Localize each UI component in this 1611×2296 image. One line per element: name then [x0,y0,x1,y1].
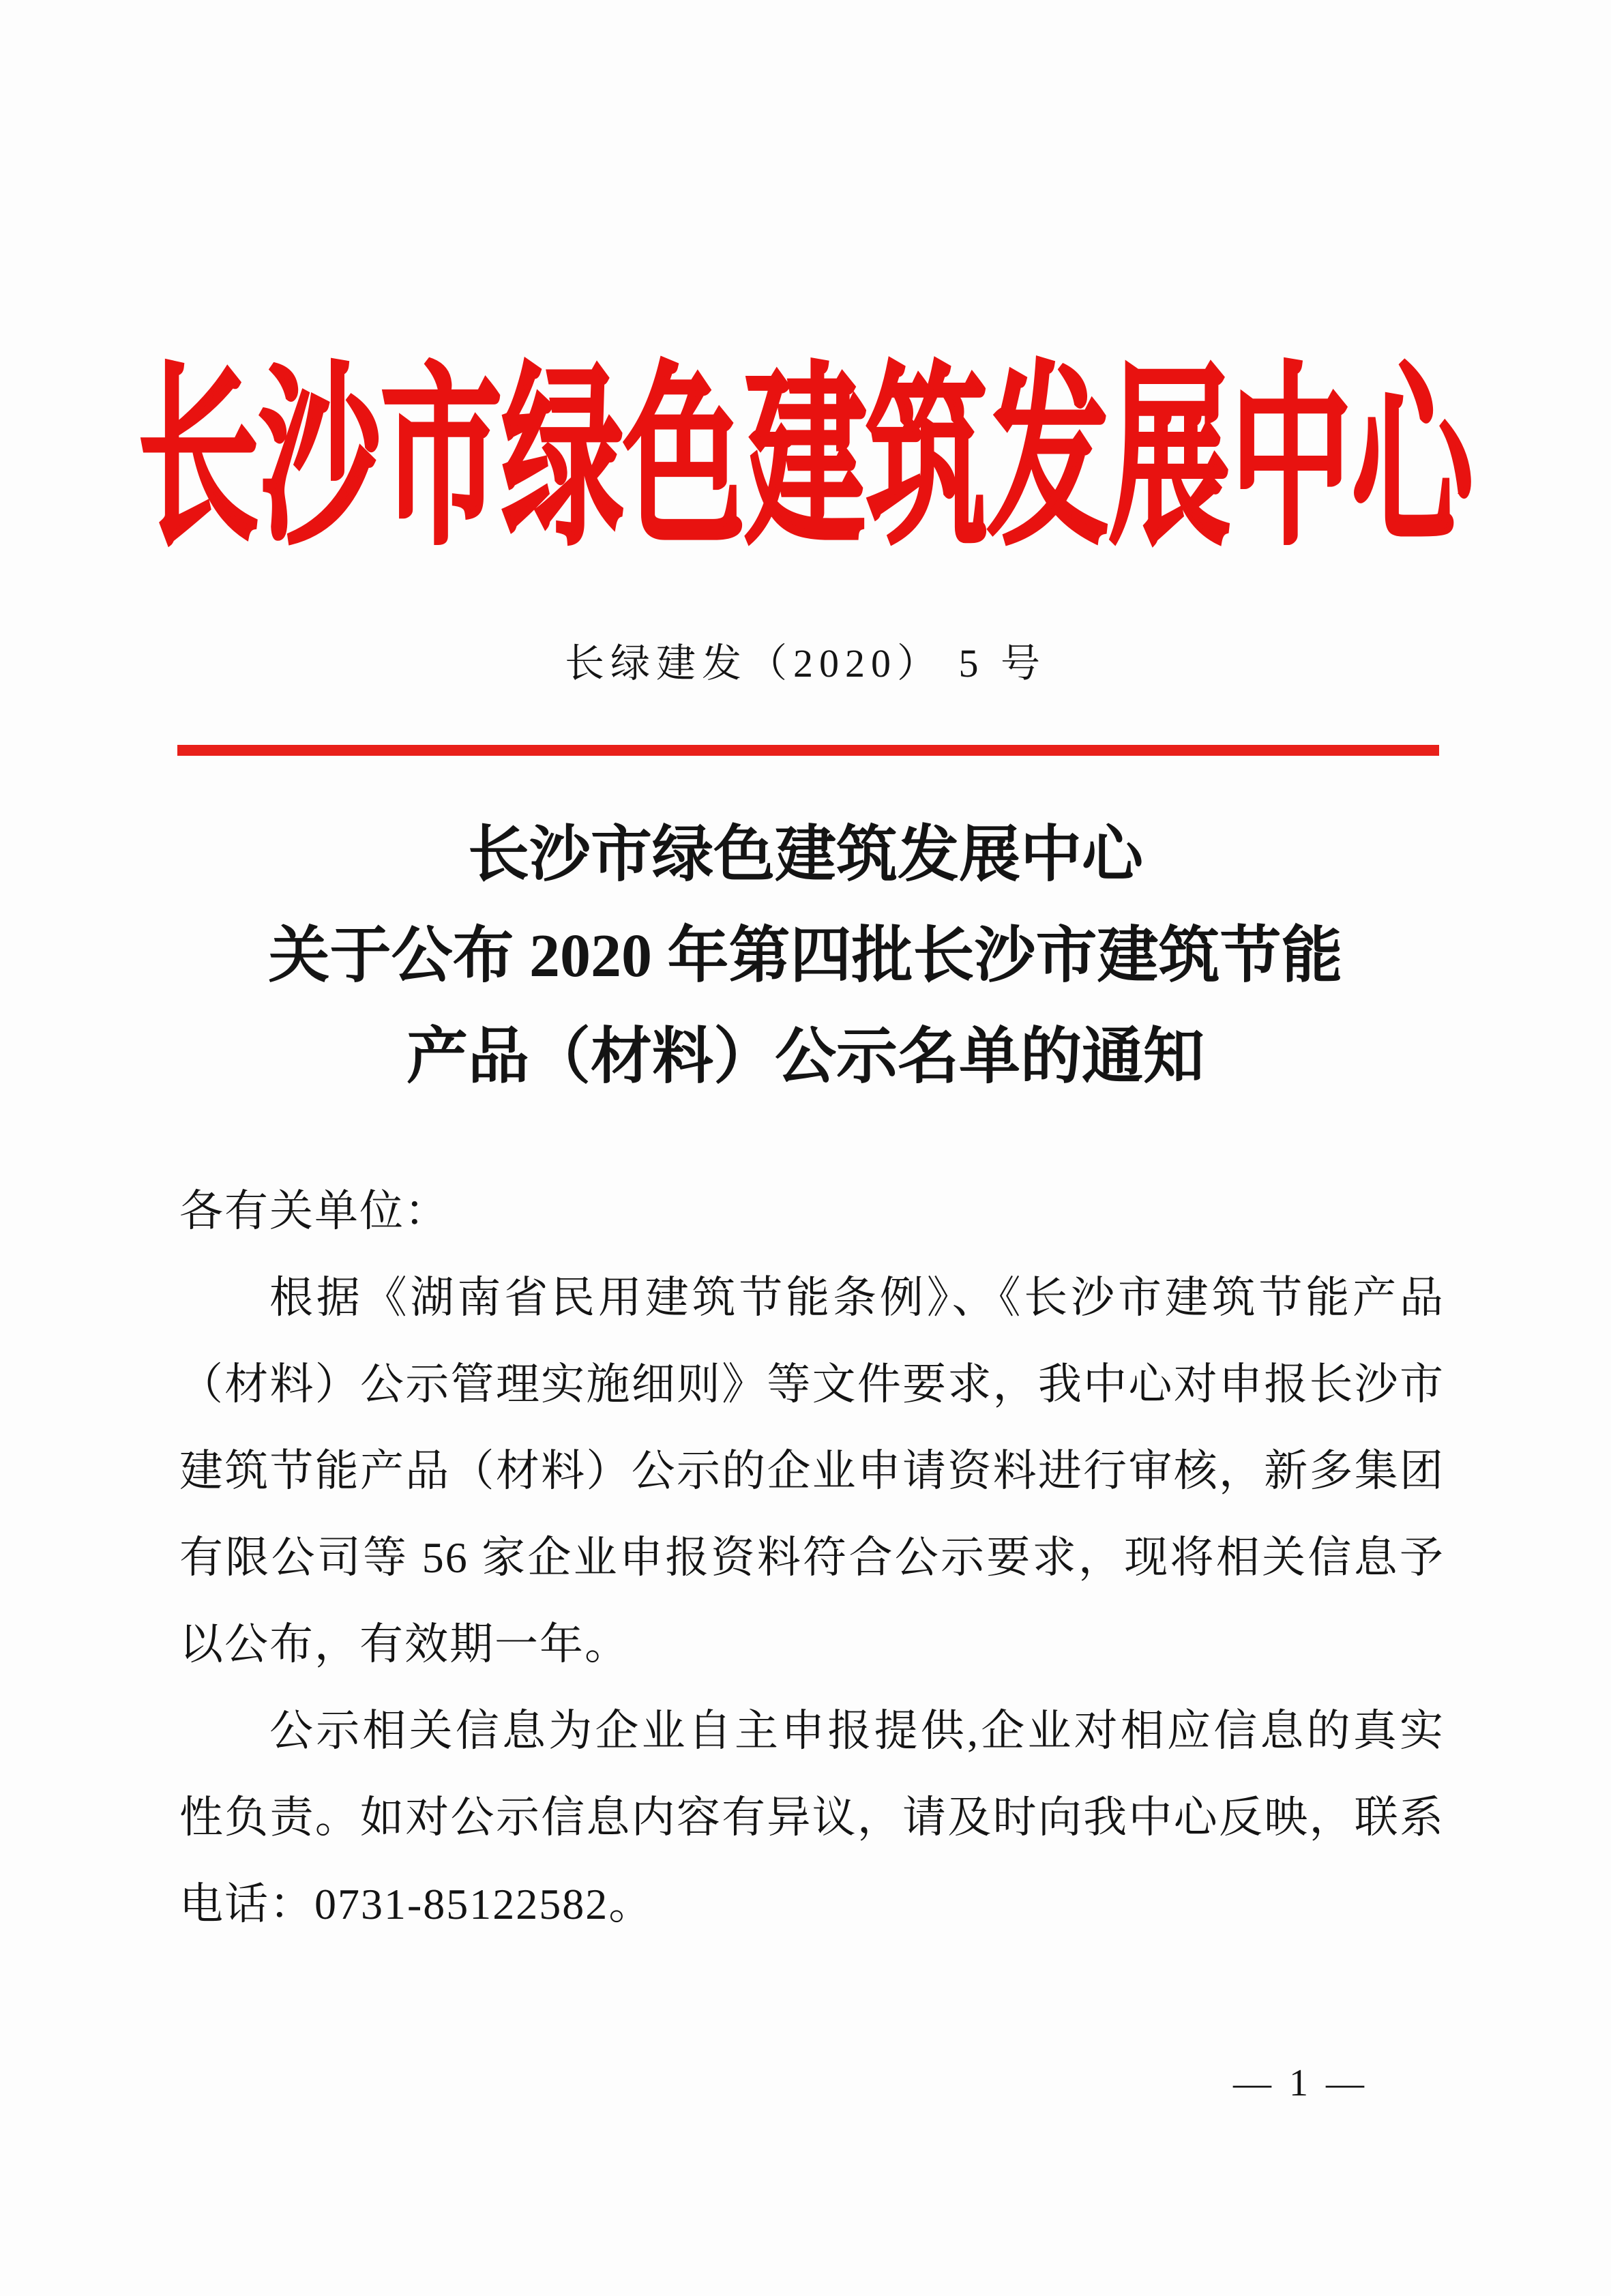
document-number: 长绿建发（2020） 5 号 [564,641,1046,686]
document-title-line-1: 长沙市绿色建筑发展中心 [468,821,1143,889]
paragraph1-line-4: 有限公司等 56 家企业申报资料符合公示要求，现将相关信息予 [179,1533,1445,1582]
paragraph1-line-2: （材料）公示管理实施细则》等文件要求，我中心对申报长沙市 [179,1360,1445,1409]
paragraph1-line-3: 建筑节能产品（材料）公示的企业申请资料进行审核，新多集团 [179,1447,1445,1495]
letterhead-title-text: 长沙市绿色建筑发展中心 [138,351,1473,568]
paragraph2-line-2: 性负责。如对公示信息内容有异议，请及时向我中心反映，联系 [179,1793,1445,1842]
salutation: 各有关单位： [179,1187,449,1235]
paragraph1-line-1: 根据《湖南省民用建筑节能条例》、《长沙市建筑节能产品 [269,1274,1445,1322]
page-number: — 1 — [1233,2062,1368,2104]
letterhead-title [0,351,1611,568]
document-title [0,805,1611,1108]
paragraph2-line-3: 电话：0731-85122582。 [179,1880,654,1928]
document-title-line-3: 产品（材料）公示名单的通知 [407,1023,1204,1091]
paragraph1-line-5: 以公布，有效期一年。 [179,1620,630,1668]
paragraph2-line-1: 公示相关信息为企业自主申报提供,企业对相应信息的真实 [269,1707,1445,1755]
document-title-line-2: 关于公布 2020 年第四批长沙市建筑节能 [268,922,1343,990]
red-separator-rule [177,745,1439,756]
document-body [179,1168,1445,1947]
